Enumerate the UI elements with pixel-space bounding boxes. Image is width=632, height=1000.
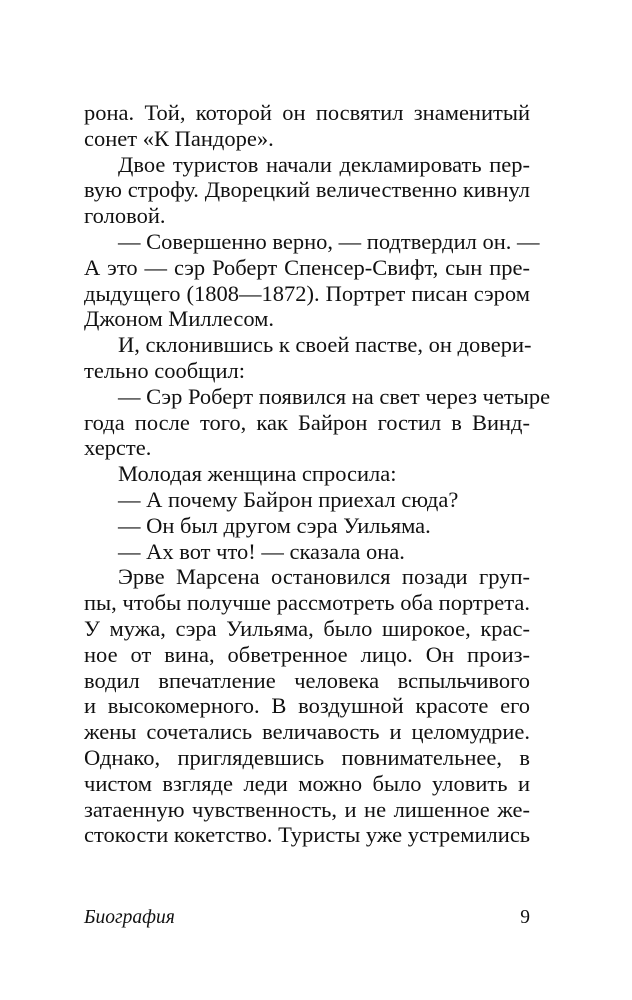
text-line: стокости кокетство. Туристы уже устремились [84, 822, 531, 848]
body-text [84, 100, 551, 848]
page-footer [84, 907, 530, 933]
text-line: А это — сэр Роберт Спенсер-Свифт, сын пре- [84, 254, 530, 280]
text-line: — Он был другом сэра Уильяма. [118, 512, 431, 538]
text-line: дыдущего (1808—1872). Портрет писан сэром [84, 280, 530, 306]
text-line: И, склонившись к своей пастве, он довери- [118, 332, 532, 358]
text-line: головой. [84, 203, 166, 229]
running-title: Биография [84, 907, 175, 928]
text-line: года после того, как Байрон гостил в Винд- [84, 409, 530, 435]
text-line: жены сочетались величавость и целомудрие. [84, 719, 530, 745]
text-line: водил впечатление человека вспыльчивого [84, 667, 530, 693]
text-line: — Совершенно верно, — подтвердил он. — [118, 228, 540, 254]
text-line: затаенную чувственность, и не лишенное же- [84, 796, 530, 822]
text-line: — А почему Байрон приехал сюда? [118, 486, 459, 512]
text-line: херсте. [84, 435, 152, 461]
text-line: Двое туристов начали декламировать пер- [118, 151, 530, 177]
text-line: — Сэр Роберт появился на свет через четыре [118, 383, 551, 409]
text-line: Эрве Марсена остановился позади груп- [118, 564, 530, 590]
text-lines [84, 100, 551, 848]
text-line: тельно сообщил: [84, 357, 246, 383]
text-line: чистом взгляде леди можно было уловить и [84, 770, 530, 796]
text-line: и высокомерного. В воздушной красоте его [84, 693, 530, 719]
text-line: Джоном Миллесом. [84, 306, 275, 332]
text-line: Молодая женщина спросила: [118, 461, 397, 487]
text-line: — Ах вот что! — сказала она. [118, 538, 405, 564]
page-number: 9 [520, 907, 530, 928]
text-line: вую строфу. Дворецкий величественно кивнул [84, 177, 530, 203]
text-line: рона. Той, которой он посвятил знаменитый [84, 100, 530, 125]
text-line: сонет «К Пандоре». [84, 125, 274, 151]
page-body [84, 100, 551, 848]
text-line: ное от вина, обветренное лицо. Он произ- [84, 641, 530, 667]
text-line: Однако, приглядевшись повнимательнее, в [84, 744, 530, 770]
text-line: У мужа, сэра Уильяма, было широкое, крас- [84, 615, 530, 641]
text-line: пы, чтобы получше рассмотреть оба портрета. [84, 590, 530, 616]
